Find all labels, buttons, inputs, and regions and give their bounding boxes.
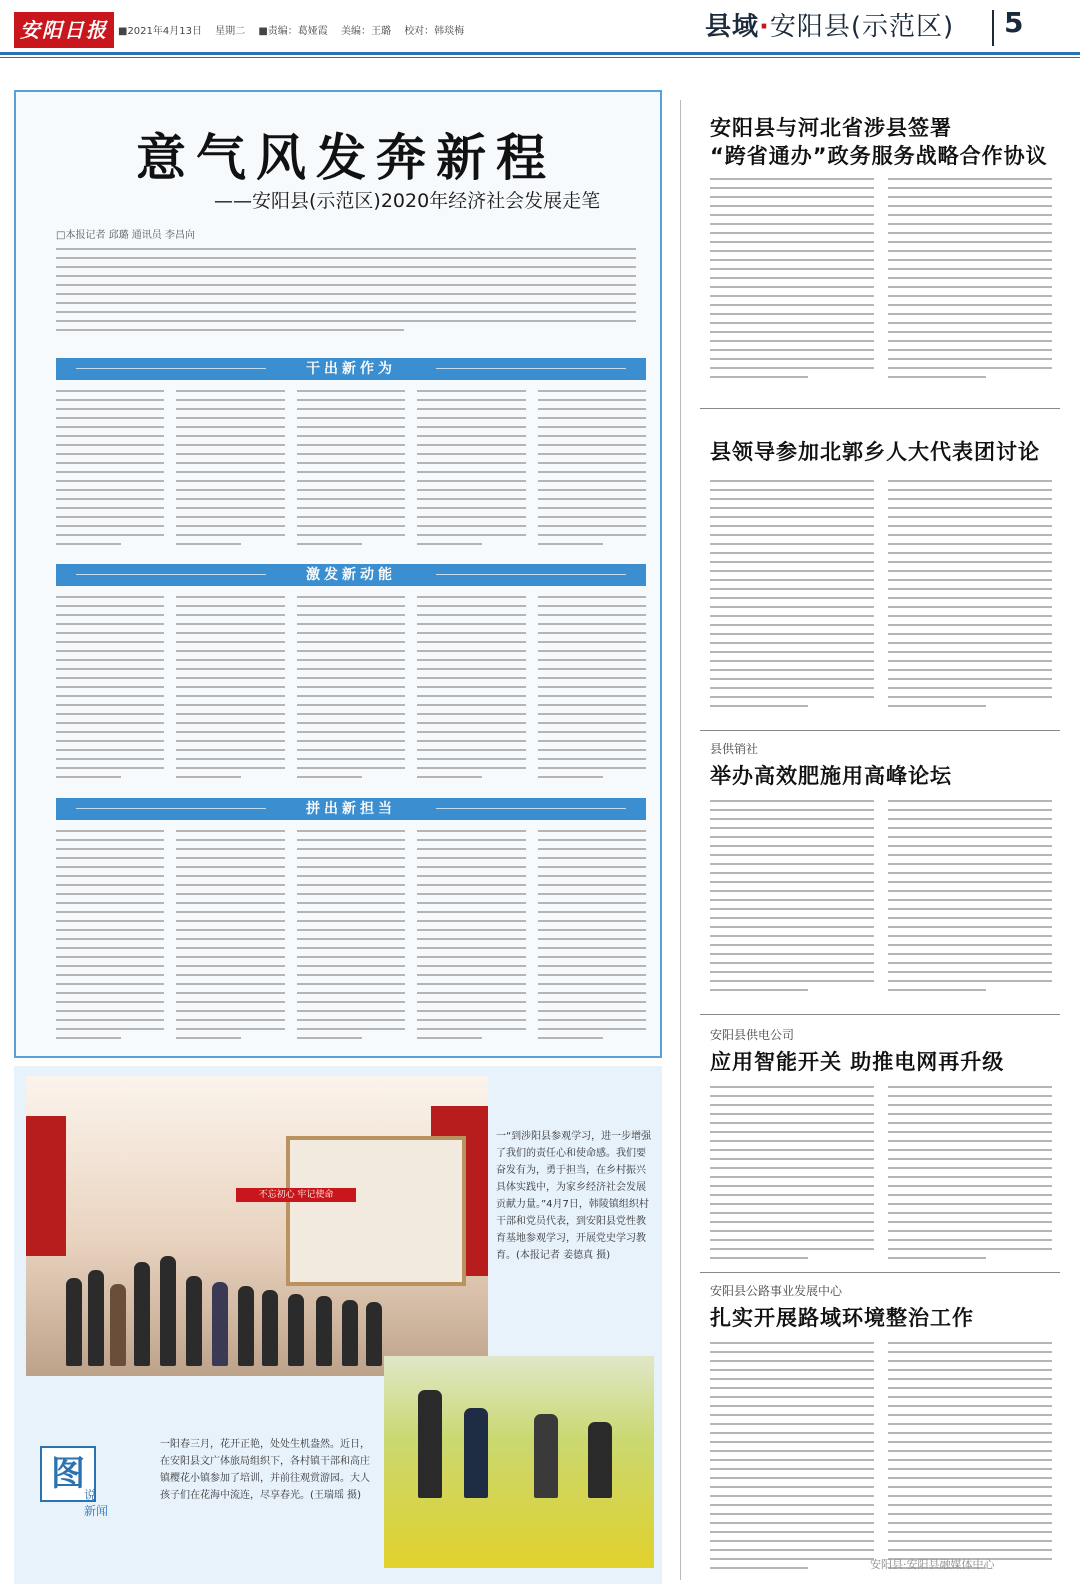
photo-news-badge-sub: 说 新闻 — [84, 1488, 109, 1518]
article-body — [710, 800, 1052, 1000]
lead-byline: □本报记者 邱璐 通讯员 李昌向 — [56, 230, 195, 241]
lead-article — [14, 90, 662, 1058]
article-body — [710, 480, 1052, 714]
newspaper-logo: 安阳日报 — [14, 12, 114, 48]
article-kicker: 县供销社 — [710, 742, 759, 756]
section-sub: 安阳县(示范区) — [769, 12, 955, 42]
designer-credit: 美编：王璐 — [341, 26, 391, 37]
lead-body-block — [56, 830, 646, 1050]
source-watermark: 安阳县·安阳县融媒体中心 — [870, 1558, 995, 1571]
article-body — [710, 178, 1052, 388]
article-title: 扎实开展路域环境整治工作 — [710, 1306, 974, 1330]
photo-news-badge: 图 — [40, 1446, 96, 1502]
lead-body-block — [56, 390, 646, 556]
page-number: 5 — [1004, 6, 1024, 39]
masthead — [0, 0, 1080, 58]
issue-meta — [118, 22, 474, 37]
subhead-bar: 拼出新担当 — [56, 798, 646, 820]
exhibition-hall-photo — [26, 1076, 488, 1376]
subhead-bar: 干出新作为 — [56, 358, 646, 380]
section-main: 县域 — [705, 12, 760, 42]
article-separator — [700, 1272, 1060, 1273]
lead-body-block — [56, 596, 646, 790]
photo-caption: 一阳春三月，花开正艳，处处生机盎然。近日，在安阳县文广体旅局组织下，各村镇干部和高庄镇樱花小镇参加了培训，并前往观赏游园。大人孩子们在花海中流连，尽享春光。(王瑞瑶 摄) — [160, 1439, 370, 1501]
section-title — [705, 6, 954, 43]
proofreader-credit: 校对：韩琰梅 — [404, 26, 465, 37]
column-divider — [680, 100, 681, 1580]
exhibition-sign: 不忘初心 牢记使命 — [236, 1188, 356, 1202]
article-kicker: 安阳县供电公司 — [710, 1028, 795, 1042]
lead-intro-text — [56, 248, 636, 334]
section-dot: · — [759, 12, 770, 42]
flower-field-photo — [384, 1356, 654, 1568]
article-body — [710, 1086, 1052, 1266]
article-title: 应用智能开关 助推电网再升级 — [710, 1050, 1005, 1074]
photo-caption: 一“到涉阳县参观学习，进一步增强了我们的责任心和使命感。我们要奋发有为，勇于担当，在乡村振兴具体实践中，为家乡经济社会发展贡献力量。”4月7日，韩陵镇组织村干部和党员代表，到安阳县党性教育基地参观学习，开展党史学习教育。(本报记者 姜德真 摄) — [496, 1131, 652, 1261]
article-title: 县领导参加北郭乡人大代表团讨论 — [710, 440, 1040, 464]
editor-credit: ■责编：葛娅霞 — [258, 26, 328, 37]
article-separator — [700, 730, 1060, 731]
masthead-rule — [0, 52, 1080, 55]
article-title: 举办高效肥施用高峰论坛 — [710, 764, 952, 788]
masthead-rule-thin — [0, 57, 1080, 58]
article-title: 安阳县与河北省涉县签署 — [710, 116, 952, 140]
article-separator — [700, 408, 1060, 409]
lead-subhead: ——安阳县(示范区)2020年经济社会发展走笔 — [214, 190, 601, 212]
issue-date: ■2021年4月13日 — [118, 26, 202, 37]
article-body — [710, 1342, 1052, 1578]
page-divider — [992, 10, 994, 46]
article-separator — [700, 1014, 1060, 1015]
article-title-line2: “跨省通办”政务服务战略合作协议 — [710, 144, 1048, 168]
article-kicker: 安阳县公路事业发展中心 — [710, 1284, 843, 1298]
lead-headline: 意气风发奔新程 — [136, 128, 556, 187]
subhead-bar: 激发新动能 — [56, 564, 646, 586]
issue-weekday: 星期二 — [215, 26, 246, 37]
